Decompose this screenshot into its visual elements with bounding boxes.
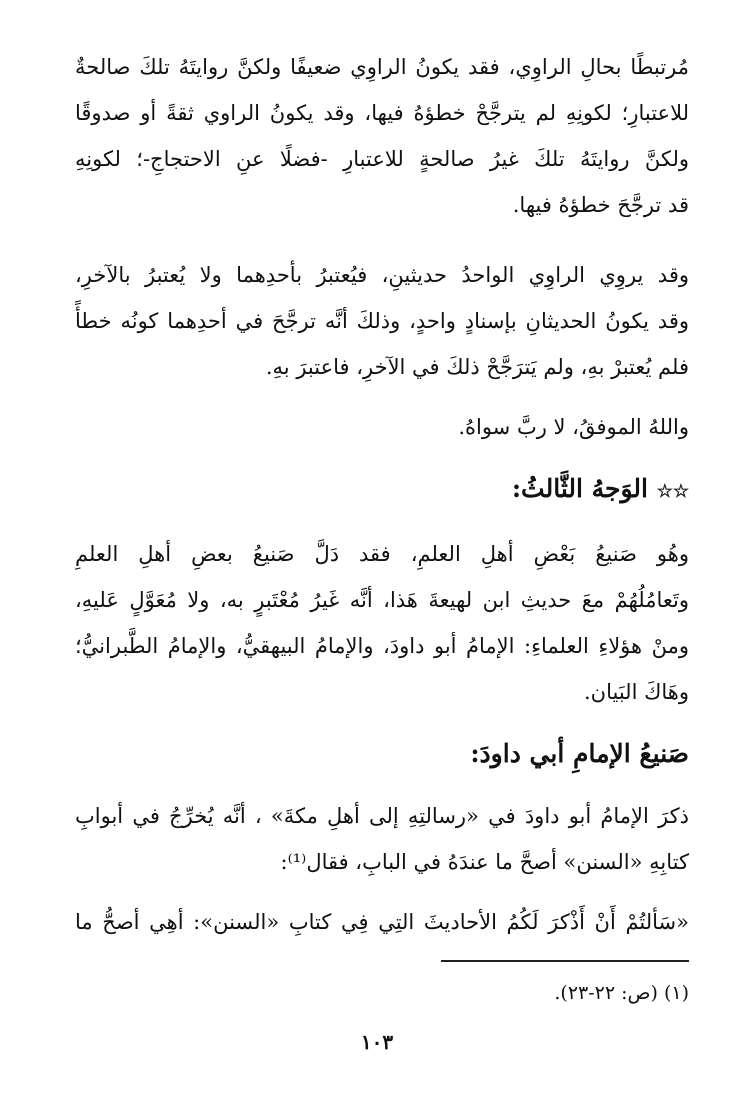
text-line: وتَعامُلُهُمْ معَ حديثِ ابن لهيعةَ هَذا، أنَّه غَيرُ مُعْتَبرٍ به، ولا مُعَوَّلٍ عَليهِ، [75,588,689,612]
text-line: كتابِهِ «السنن» أصحَّ ما عندَهُ في البابِ، فقال⁽¹⁾: [280,850,689,874]
page-number: ١٠٣ [360,1030,394,1054]
paragraph-6 [75,899,689,945]
section-heading-abudawud [75,729,689,779]
text-line: واللهُ الموفقُ، لا ربَّ سواهُ. [458,415,689,439]
text-line: وقد يكونُ الحديثانِ بإسنادٍ واحدٍ، وذلكَ أنَّه ترجَّحَ في أحدِهما كونُه خطأً [75,309,689,333]
footnote-divider [441,960,689,962]
text-line: ومنْ هؤلاءِ العلماءِ: الإمامُ أبو داودَ، والإمامُ البيهقيُّ، والإمامُ الطَّبرانيُّ؛ [75,634,689,658]
footnote: (١) (ص: ٢٢-٢٣). [554,982,689,1004]
paragraph-2 [75,252,689,390]
text-line: «سَألتُمْ أَنْ أَذْكرَ لَكُمُ الأحاديثَ التِي فِي كتابِ «السنن»: أهِي أصحُّ ما [75,910,689,934]
text-line: وهُو صَنيعُ بَعْضِ أهلِ العلمِ، فقد دَلَّ صَنيعُ بعضِ أهلِ العلمِ [75,542,689,566]
double-star-icon: ☆☆ [656,481,689,502]
text-line: وهَاكَ البَيان. [584,680,689,704]
heading-title: الوَجهُ الثَّالثُ: [511,474,648,503]
paragraph-4 [75,531,689,715]
text-line: للاعتبارِ؛ لكونِهِ لم يترجَّحْ خطؤهُ فيها، وقد يكونُ الراوي ثقةً أو صدوقًا [75,101,689,125]
text-line: قد ترجَّحَ خطؤهُ فيها. [512,193,689,217]
text-line: فلم يُعتبرْ بهِ، ولم يَترَجَّحْ ذلكَ في الآخرِ، فاعتبرَ بهِ. [265,355,689,379]
paragraph-3 [75,404,689,450]
page-body [75,44,689,945]
text-line: ذكرَ الإمامُ أبو داودَ في «رسالتِهِ إلى أهلِ مكةَ» ، أنَّه يُخرِّجُ في أبوابِ [75,804,689,828]
heading-title: صَنيعُ الإمامِ أبي داودَ: [470,739,689,768]
section-heading-third [75,464,689,517]
text-line: مُرتبطًا بحالِ الراوِي، فقد يكونُ الراوِي ضعيفًا ولكنَّ روايتَهُ تلكَ صالحةٌ [75,55,689,79]
paragraph-1 [75,44,689,228]
text-line: ولكنَّ روايتَهُ تلكَ غيرُ صالحةٍ للاعتبارِ -فضلًا عنِ الاحتجاجِ-؛ لكونِهِ [75,147,689,171]
text-line: وقد يروِي الراوِي الواحدُ حديثينِ، فيُعتبرُ بأحدِهما ولا يُعتبرُ بالآخرِ، [75,263,689,287]
paragraph-5 [75,793,689,885]
